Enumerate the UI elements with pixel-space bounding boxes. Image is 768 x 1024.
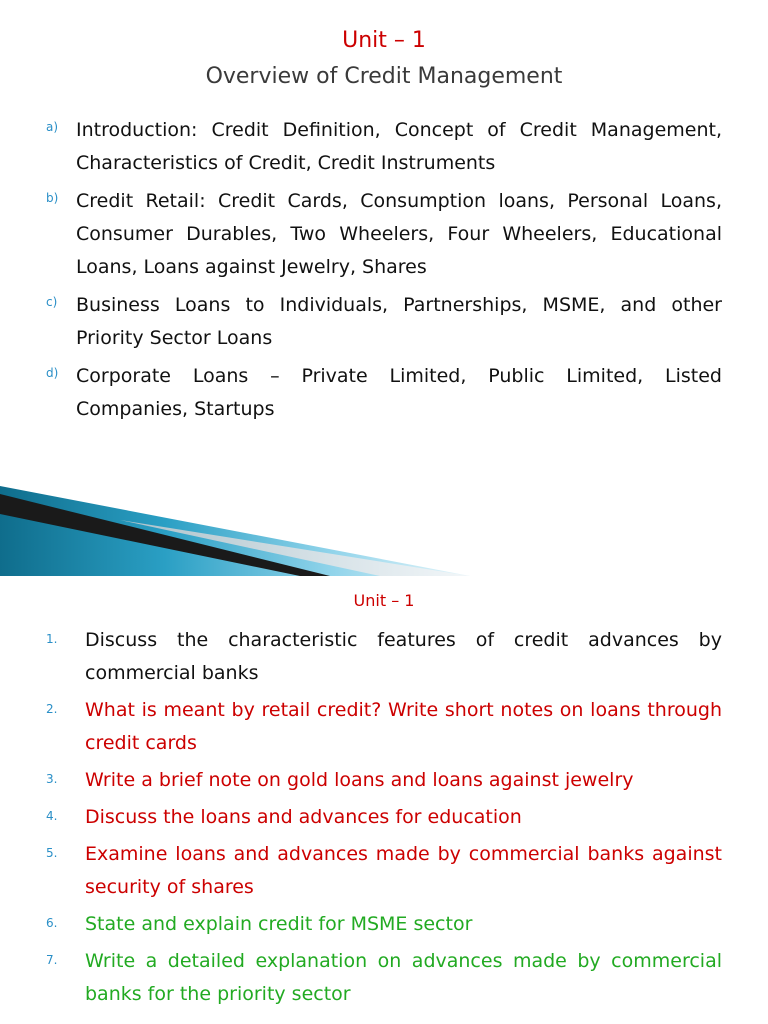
list-item-text: Discuss the loans and advances for education xyxy=(85,806,522,828)
unit-title: Unit – 1 xyxy=(353,591,415,610)
list-item xyxy=(46,624,722,690)
list-item xyxy=(46,945,722,1011)
slide-questions xyxy=(0,576,768,1024)
list-item-text: Introduction: Credit Definition, Concept of Credit Management, Characteristics of Credit, Credit Instruments xyxy=(76,119,722,174)
list-marker: 6. xyxy=(46,916,58,930)
list-item xyxy=(46,114,722,180)
list-item xyxy=(46,764,722,797)
decorative-swoosh xyxy=(0,484,768,576)
unit-title: Unit – 1 xyxy=(342,28,426,53)
list-marker: 3. xyxy=(46,772,58,786)
list-item xyxy=(46,838,722,904)
list-item xyxy=(46,360,722,426)
page-title: Overview of Credit Management xyxy=(205,64,563,89)
list-marker: 7. xyxy=(46,953,58,967)
list-item-text: Business Loans to Individuals, Partnerships, MSME, and other Priority Sector Loans xyxy=(76,294,722,349)
list-item xyxy=(46,801,722,834)
list-item-text: State and explain credit for MSME sector xyxy=(85,913,473,935)
list-marker: b) xyxy=(46,191,59,205)
list-marker: 5. xyxy=(46,846,58,860)
list-marker: 1. xyxy=(46,632,58,646)
list-item xyxy=(46,185,722,284)
topic-list xyxy=(46,114,722,431)
list-item xyxy=(46,289,722,355)
list-item-text: Examine loans and advances made by commercial banks against security of shares xyxy=(85,843,722,898)
list-item-text: Write a brief note on gold loans and loans against jewelry xyxy=(85,769,634,791)
list-marker: d) xyxy=(46,366,59,380)
question-list xyxy=(46,624,722,1015)
list-item-text: Write a detailed explanation on advances made by commercial banks for the priority sector xyxy=(85,950,722,1005)
list-item-text: Corporate Loans – Private Limited, Public Limited, Listed Companies, Startups xyxy=(76,365,722,420)
list-marker: c) xyxy=(46,295,58,309)
list-item-text: Credit Retail: Credit Cards, Consumption loans, Personal Loans, Consumer Durables, Two Wheelers, Four Wheelers, Educational Loans, Loans against Jewelry, Shares xyxy=(76,190,722,278)
list-item-text: What is meant by retail credit? Write short notes on loans through credit cards xyxy=(85,699,722,754)
list-marker: a) xyxy=(46,120,59,134)
list-marker: 2. xyxy=(46,702,58,716)
list-item xyxy=(46,694,722,760)
list-marker: 4. xyxy=(46,809,58,823)
list-item-text: Discuss the characteristic features of credit advances by commercial banks xyxy=(85,629,722,684)
list-item xyxy=(46,908,722,941)
